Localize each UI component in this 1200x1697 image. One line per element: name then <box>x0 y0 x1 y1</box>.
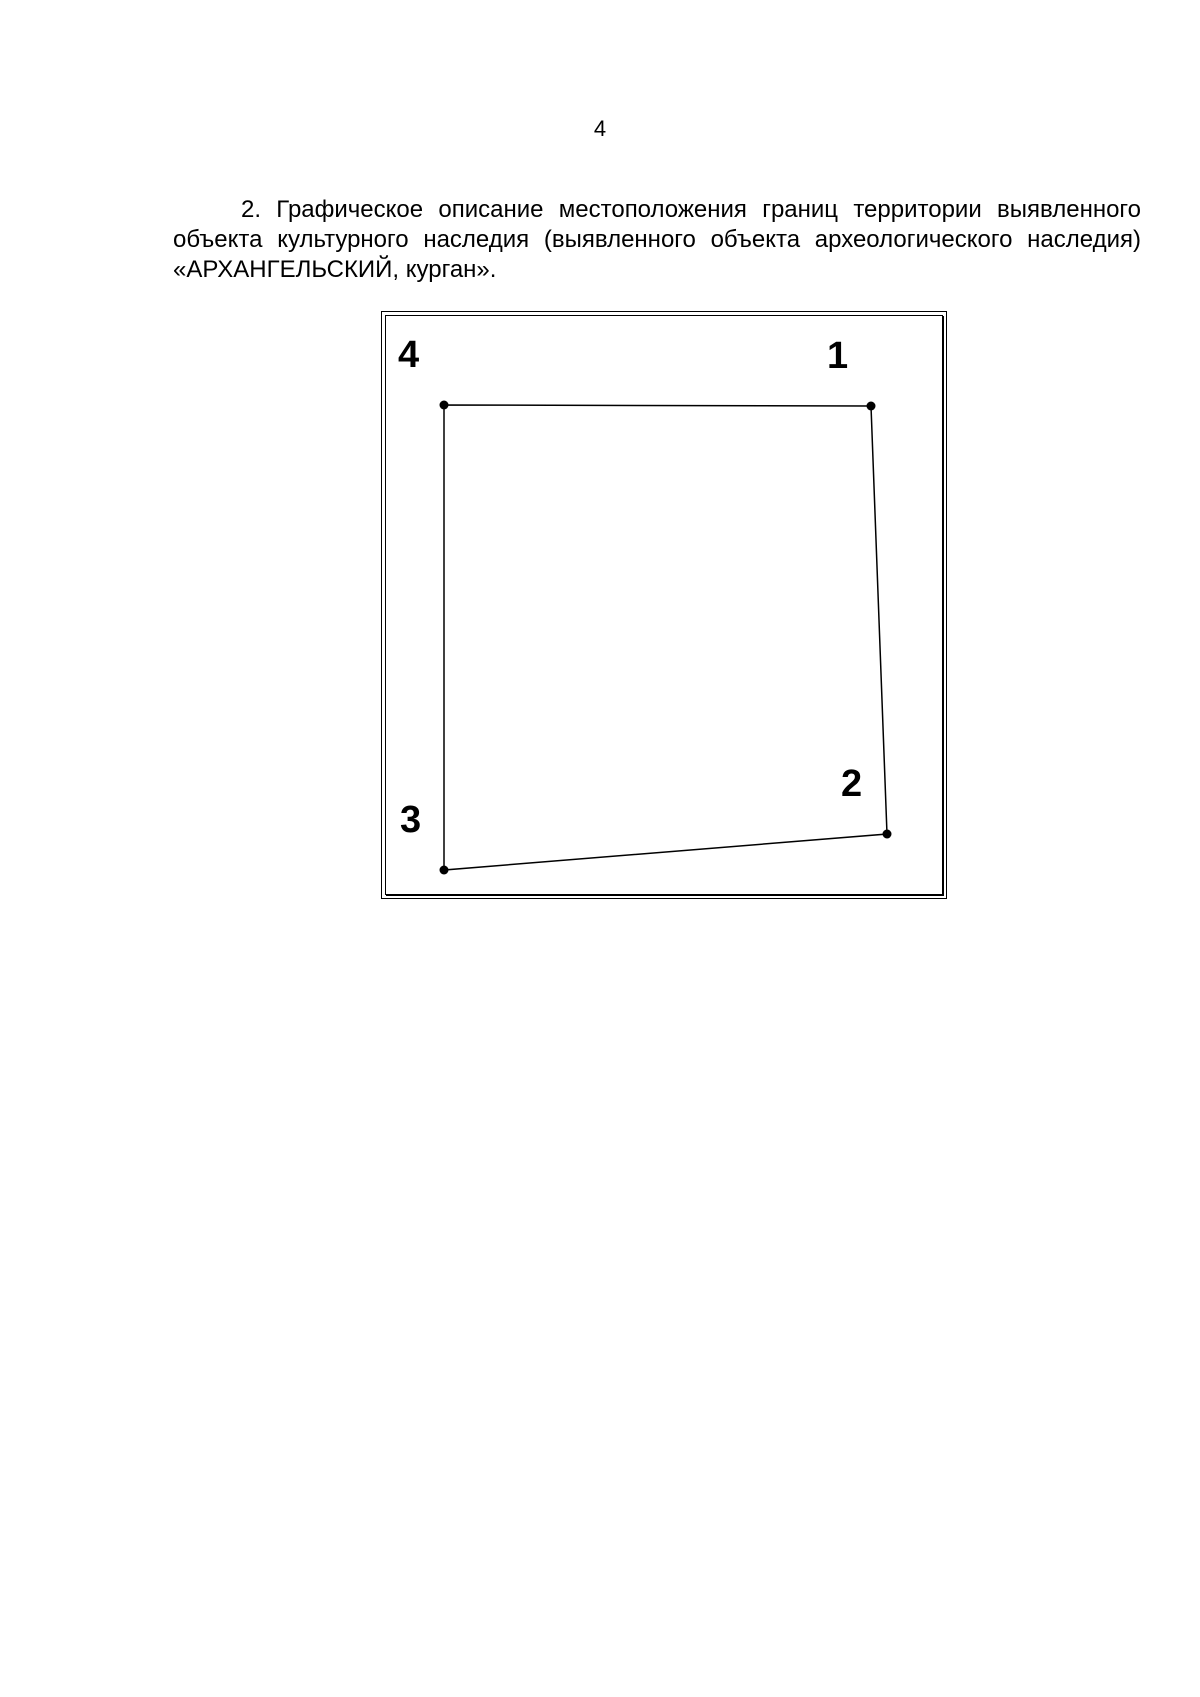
boundary-point-4-label: 4 <box>398 334 420 376</box>
boundary-point-3-label: 3 <box>400 799 422 841</box>
boundary-point-1-marker <box>867 402 876 411</box>
boundary-point-2-marker <box>883 830 892 839</box>
boundary-point-2-label: 2 <box>841 763 863 805</box>
boundary-polygon <box>444 405 887 870</box>
page-number: 4 <box>593 116 607 141</box>
section-heading-text: 2. Графическое описание местоположения границ территории выявленного объекта культурного наследия (выявленного объекта археологического наследия) «АРХАНГЕЛЬСКИЙ, курган». <box>173 196 1141 283</box>
boundary-point-3-marker <box>440 866 449 875</box>
boundary-point-1-label: 1 <box>827 335 849 377</box>
boundary-point-4-marker <box>440 401 449 410</box>
